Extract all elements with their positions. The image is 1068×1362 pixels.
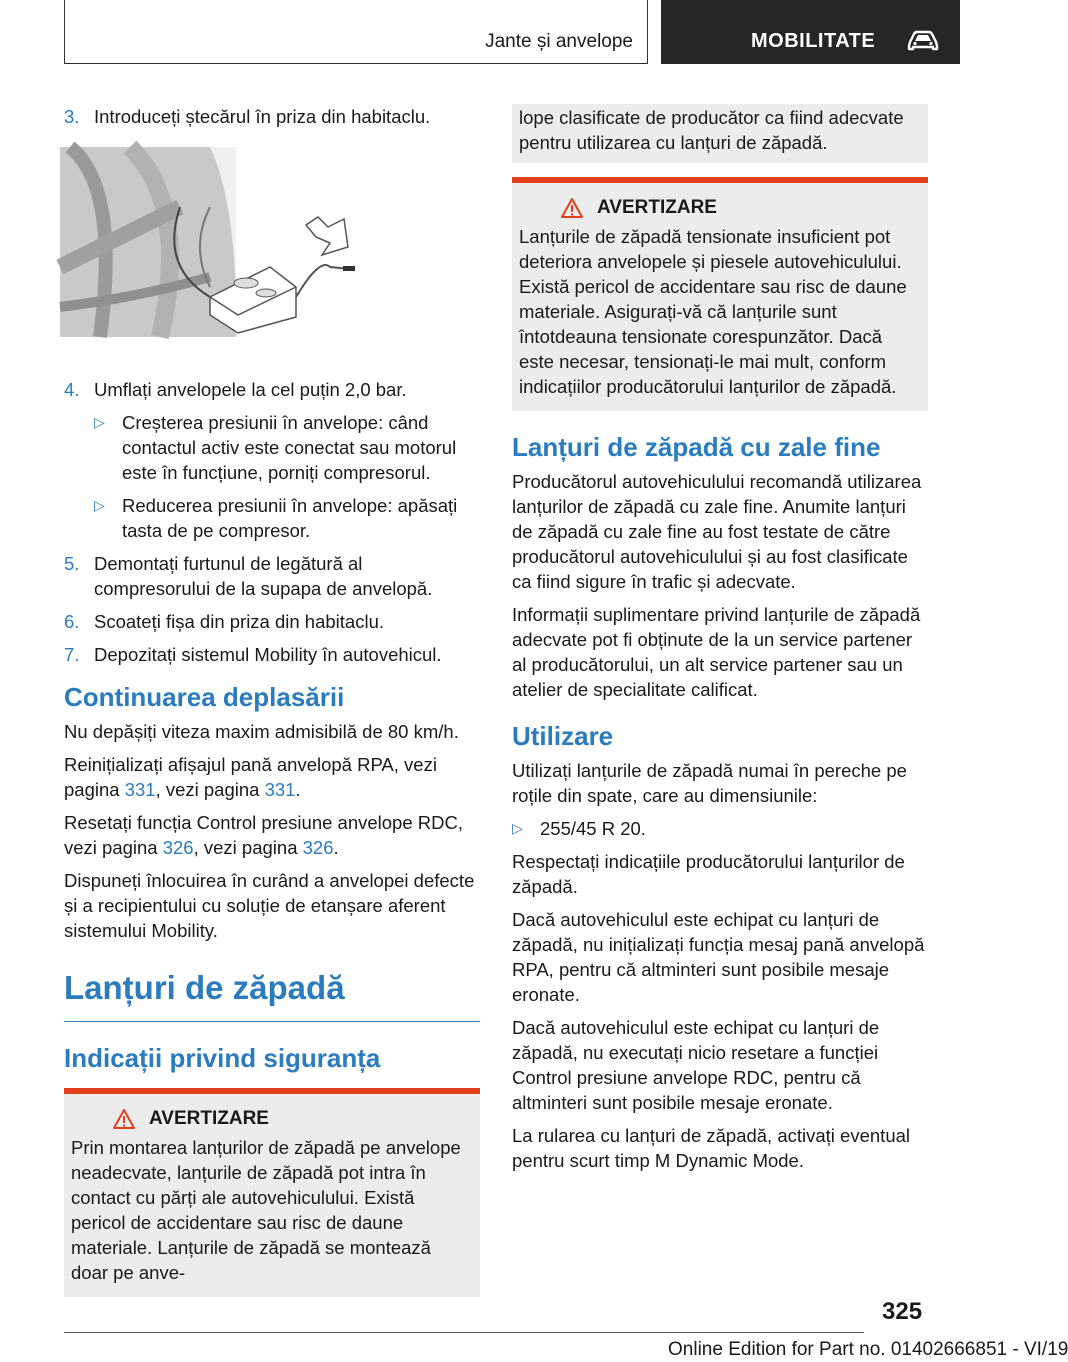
- page-link-326[interactable]: 326: [162, 837, 194, 858]
- bullet-triangle-icon: ▷: [94, 497, 105, 513]
- header-chapter: [661, 0, 960, 64]
- heading-snow-chains: Lanțuri de zăpadă: [64, 967, 480, 1022]
- paragraph: Dacă autovehiculul este echipat cu lanțuri de zăpadă, nu executați nicio resetare a funcției Control presiune anvelope RDC, pentru că altminteri sunt posibile mesaje eronate.: [512, 1017, 880, 1113]
- left-column: [64, 104, 480, 1297]
- page-link-326[interactable]: 326: [302, 837, 334, 858]
- page-link-331[interactable]: 331: [124, 779, 156, 800]
- warning-box: [512, 177, 928, 411]
- tire-compressor-icon: [60, 147, 360, 337]
- warning-icon: [113, 1109, 135, 1129]
- paragraph: Informații suplimentare privind lanțurile de zăpadă adecvate pot fi obținute de la un service partener al producătorului, un alt service partener sau un atelier de specialitate calificat.: [512, 604, 921, 700]
- header-chapter-title: MOBILITATE: [751, 30, 876, 52]
- step-7: 7. Depozitați sistemul Mobility în autovehicul.: [64, 644, 442, 665]
- heading-fine-chains: Lanțuri de zăpadă cu zale fine: [512, 432, 881, 462]
- list-item: ▷ 255/45 R 20.: [512, 818, 646, 839]
- warning-box-continued: [512, 104, 928, 163]
- paragraph: Utilizați lanțurile de zăpadă numai în pereche pe roțile din spate, care au dimensiunile:: [512, 760, 907, 806]
- paragraph: Dacă autovehiculul este echipat cu lanțuri de zăpadă, nu inițializați funcția mesaj pană anvelopă RPA, pentru că altminteri sunt posibile mesaje eronate.: [512, 909, 925, 1005]
- warning-label: AVERTIZARE: [149, 1108, 269, 1129]
- header-section-title: Jante și anvelope: [485, 31, 633, 52]
- paragraph: Dispuneți înlocuirea în curând a anvelopei defecte și a recipientului cu soluție de etanșare aferent sistemului Mobility.: [64, 870, 475, 941]
- warning-text: lope clasificate de producător ca fiind adecvate pentru utilizarea cu lanțuri de zăpadă.: [519, 107, 904, 153]
- paragraph: Producătorul autovehiculului recomandă utilizarea lanțurilor de zăpadă cu zale fine. Anumite lanțuri de zăpadă cu zale fine au fost testate de către producătorul autovehiculului și au fost clasificate ca fiind sigure în trafic și adecvate.: [512, 471, 922, 592]
- footer-edition: Online Edition for Part no. 01402666851 - VI/19: [668, 1339, 1068, 1360]
- warning-box: [64, 1088, 480, 1297]
- paragraph: La rularea cu lanțuri de zăpadă, activați eventual pentru scurt timp M Dynamic Mode.: [512, 1125, 911, 1171]
- paragraph: Reinițializați afișajul pană anvelopă RPA, vezi pagina 331, vezi pagina 331.: [64, 754, 437, 800]
- step-4: 4. Umflați anvelopele la cel puțin 2,0 bar.: [64, 379, 407, 400]
- header-section: [64, 0, 648, 64]
- page-number: 325: [882, 1298, 923, 1325]
- heading-safety: Indicații privind siguranța: [64, 1043, 381, 1073]
- bullet-triangle-icon: ▷: [94, 414, 105, 430]
- step-5: 5. Demontați furtunul de legătură al compresorului de la supapa de anvelopă.: [64, 553, 433, 599]
- footer-divider: [64, 1332, 864, 1333]
- compressor-illustration: [60, 147, 480, 337]
- warning-text: Prin montarea lanțurilor de zăpadă pe anvelope neadecvate, lanțurile de zăpadă pot intra în contact cu părți ale autovehiculului. Există pericol de accidentare sau risc de daune materiale. Lanțurile de zăpadă se montează doar pe anve-: [71, 1137, 461, 1283]
- heading-usage: Utilizare: [512, 721, 614, 751]
- page-link-331[interactable]: 331: [264, 779, 296, 800]
- warning-text: Lanțurile de zăpadă tensionate insuficient pot deteriora anvelopele și piesele autovehiculului. Există pericol de accidentare sau risc de daune materiale. Asigurați-vă că lanțurile sunt întotdeauna tensionate corespunzător. Dacă este necesar, tensionați-le mai mult, conform indicațiilor producătorului lanțurilor de zăpadă.: [519, 226, 907, 397]
- list-item: ▷ Reducerea presiunii în anvelope: apăsați tasta de pe compresor.: [94, 495, 458, 541]
- step-3: 3. Introduceți ștecărul în priza din habitaclu.: [64, 106, 431, 127]
- warning-icon: [561, 198, 583, 218]
- paragraph: Nu depășiți viteza maxim admisibilă de 80 km/h.: [64, 721, 459, 742]
- paragraph: Resetați funcția Control presiune anvelope RDC, vezi pagina 326, vezi pagina 326.: [64, 812, 463, 858]
- bullet-triangle-icon: ▷: [512, 820, 523, 836]
- list-item: ▷ Creșterea presiunii în anvelope: când contactul activ este conectat sau motorul este în funcțiune, porniți compresorul.: [94, 412, 457, 483]
- right-column: [512, 104, 928, 1181]
- step-6: 6. Scoateți fișa din priza din habitaclu.: [64, 611, 385, 632]
- heading-continue-driving: Continuarea deplasării: [64, 682, 345, 712]
- warning-label: AVERTIZARE: [597, 197, 717, 218]
- car-icon: [907, 30, 939, 52]
- paragraph: Respectați indicațiile producătorului lanțurilor de zăpadă.: [512, 851, 905, 897]
